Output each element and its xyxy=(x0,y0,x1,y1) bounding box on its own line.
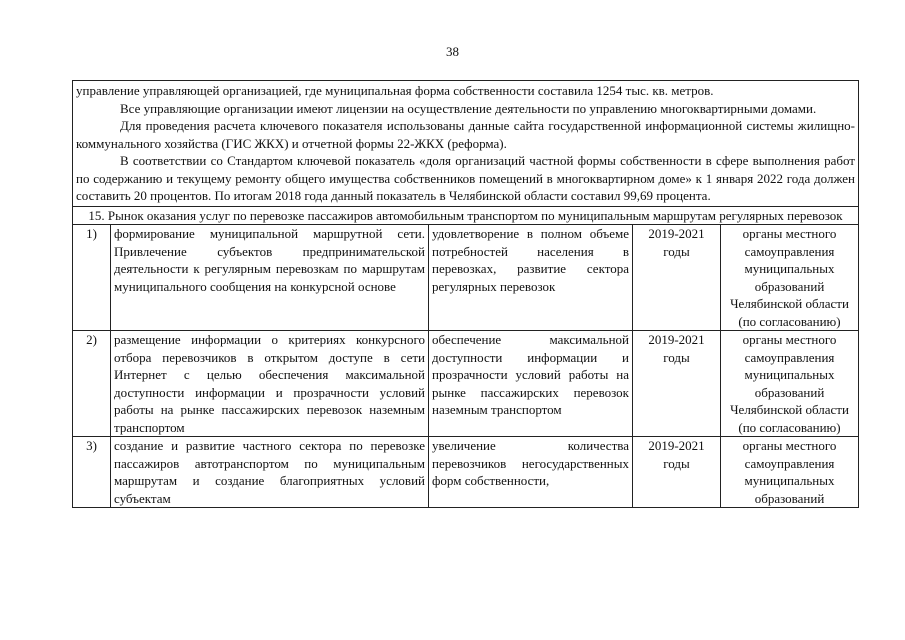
intro-paragraph: управление управляющей организацией, где муниципальная форма собственности составила 1254 тыс. кв. метров. xyxy=(76,83,714,98)
section-title: 15. Рынок оказания услуг по перевозке пассажиров автомобильным транспортом по муниципальным маршрутам регулярных перевозок xyxy=(73,206,859,225)
intro-paragraph: Для проведения расчета ключевого показателя использованы данные сайта государственной информационной системы жилищно-коммунального хозяйства (ГИС ЖКХ) и отчетной формы 22-ЖКХ (реформа). xyxy=(76,118,855,151)
responsible-cell: органы местного самоуправления муниципальных образований Челябинской области (по согласованию) xyxy=(721,331,859,437)
intro-paragraph: В соответствии со Стандартом ключевой показатель «доля организаций частной формы собственности в сфере выполнения работ по содержанию и текущему ремонту общего имущества собственников помещений в многоквартирном доме» к 1 января 2022 года должен составить 20 процентов. По итогам 2018 года данный показатель в Челябинской области составил 99,69 процента. xyxy=(76,153,855,203)
table-row xyxy=(73,437,859,508)
result-cell: обеспечение максимальной доступности информации и прозрачности условий работы на рынке пассажирских перевозок наземным транспортом xyxy=(429,331,633,437)
responsible-text: органы местного самоуправления муниципальных образований xyxy=(742,438,837,506)
document-table xyxy=(72,80,859,508)
measure-cell: размещение информации о критериях конкурсного отбора перевозчиков в открытом доступе в сети Интернет с целью обеспечения максимальной доступности информации и прозрачности условий работы на рынке пассажирских перевозок наземным транспортом xyxy=(111,331,429,437)
result-cell: удовлетворение в полном объеме потребностей населения в перевозках, развитие сектора регулярных перевозок xyxy=(429,225,633,331)
measure-cell xyxy=(111,437,429,508)
measure-text: создание и развитие частного сектора по перевозке пассажиров автотранспортом по муниципальным маршрутам и создание благоприятных условий субъектам xyxy=(114,438,425,506)
measure-cell: формирование муниципальной маршрутной сети. Привлечение субъектов предпринимательской деятельности к регулярным перевозкам по маршрутам муниципального сообщения на конкурсной основе xyxy=(111,225,429,331)
period-cell: 2019-2021 годы xyxy=(633,225,721,331)
period-cell: 2019-2021 годы xyxy=(633,331,721,437)
page-number: 38 xyxy=(446,44,459,59)
period-cell: 2019-2021 годы xyxy=(633,437,721,508)
responsible-cell: органы местного самоуправления муниципальных образований Челябинской области (по согласованию) xyxy=(721,225,859,331)
row-number: 1) xyxy=(73,225,111,331)
row-number: 2) xyxy=(73,331,111,437)
table-row xyxy=(73,331,859,437)
table-row xyxy=(73,225,859,331)
result-text: увеличение количества перевозчиков негосударственных форм собственности, xyxy=(432,438,629,488)
result-cell xyxy=(429,437,633,508)
row-number: 3) xyxy=(73,437,111,508)
intro-row xyxy=(73,81,859,207)
section-row xyxy=(73,206,859,225)
intro-paragraph: Все управляющие организации имеют лицензии на осуществление деятельности по управлению многоквартирными домами. xyxy=(120,100,817,116)
intro-cell xyxy=(73,81,859,207)
responsible-cell xyxy=(721,437,859,508)
